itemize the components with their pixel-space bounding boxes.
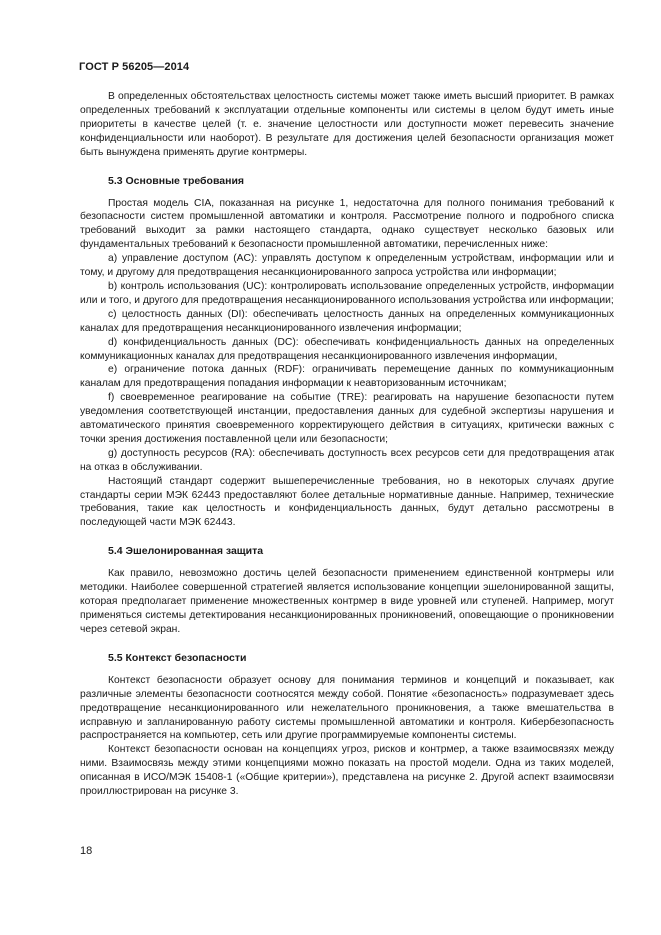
standard-header: ГОСТ Р 56205—2014 [79,61,190,73]
section-5-3-title: 5.3 Основные требования [108,174,245,187]
requirement-item-e: e) ограничение потока данных (RDF): ограничивать перемещение данных по коммуникационным каналам для предотвращения попадания информации к неавторизованным источникам; [80,364,614,390]
section-5-4-title: 5.4 Эшелонированная защита [108,545,264,558]
requirement-item-a: a) управление доступом (AC): управлять доступом к определенным устройствам, информации или и тому, и другому для предотвращения несанкционированного запроса устройства или информации; [80,253,614,279]
page-number: 18 [80,845,93,857]
requirement-item-f: f) своевременное реагирование на событие (TRE): реагировать на нарушение безопасности путем уведомления соответствующей инстанции, предоставления данных для судебной экспертизы нарушения и автоматического принятия своевременного корректирующего действия в ситуациях, критически важных с точки зрения достижения поставленной цели или безопасности; [80,392,614,445]
section-5-3-paragraph-2: Настоящий стандарт содержит вышеперечисленные требования, но в некоторых случаях другие стандарты серии МЭК 62443 предоставляют более детальные нормативные данные. Например, технические требования, такие как целостность и конфиденциальность данных, будут детально рассмотрены в последующей части МЭК 62443. [80,475,614,529]
section-5-5-paragraph-1: Контекст безопасности образует основу для понимания терминов и концепций и показывает, как различные элементы безопасности соотносятся между собой. Понятие «безопасность» подразумевает здесь предотвращение несанкционированного или нежелательного проникновения, а также вмешательства в исправную и запланированную работу системы промышленной автоматики и контроля. Кибербезопасность распространяется на компьютер, сеть или другие программируемые компоненты системы. [80,674,614,742]
intro-paragraph: В определенных обстоятельствах целостность системы может также иметь высший приоритет. В рамках определенных требований к эксплуатации отдельные компоненты или системы в целом будут иметь иные приоритеты в качестве целей (т. е. значение целостности или доступности может перевесить значение конфиденциальности или наоборот). В результате для достижения целей безопасности организация может быть вынуждена применять другие контрмеры. [80,91,614,158]
requirement-item-c: c) целостность данных (DI): обеспечивать целостность данных на определенных коммуникационных каналах для предотвращения несанкционированного извлечения информации; [80,308,614,334]
requirement-item-d: d) конфиденциальность данных (DC): обеспечивать конфиденциальность данных на определенных коммуникационных каналах для предотвращения несанкционированного извлечения информации, [80,336,614,362]
section-5-5-paragraph-2: Контекст безопасности основан на концепциях угроз, рисков и контрмер, а также взаимосвязях между ними. Взаимосвязь между этими концепциями можно показать на простой модели. Одна из таких моделей, описанная в ИСО/МЭК 15408-1 («Общие критерии»), представлена на рисунке 2. Другой аспект взаимосвязи проиллюстрирован на рисунке 3. [80,744,614,798]
requirement-item-g: g) доступность ресурсов (RA): обеспечивать доступность всех ресурсов сети для предотвращения атак на отказ в обслуживании. [80,447,614,473]
requirement-item-b: b) контроль использования (UC): контролировать использование определенных устройств, информации или и того, и другого для предотвращения несанкционированного использования устройства или информации; [80,280,614,306]
section-5-3-paragraph-1: Простая модель CIA, показанная на рисунке 1, недостаточна для полного понимания требований к безопасности систем промышленной автоматики и контроля. Рассмотрение полного и подробного списка требований выходит за рамки настоящего стандарта, однако существует несколько базовых или фундаментальных требований к безопасности промышленной автоматики, перечисленных ниже: [80,197,614,251]
section-5-5-title: 5.5 Контекст безопасности [108,651,247,664]
section-5-4-paragraph-1: Как правило, невозможно достичь целей безопасности применением единственной контрмеры или методики. Наиболее совершенной стратегией является использование концепции эшелонированной защиты, которая предполагает применение множественных контрмер в виде уровней или ступеней. Например, могут применяться системы детектирования несанкционированных проникновений, оповещающие о проникновении через сетевой экран. [80,568,614,635]
document-body [80,90,614,799]
